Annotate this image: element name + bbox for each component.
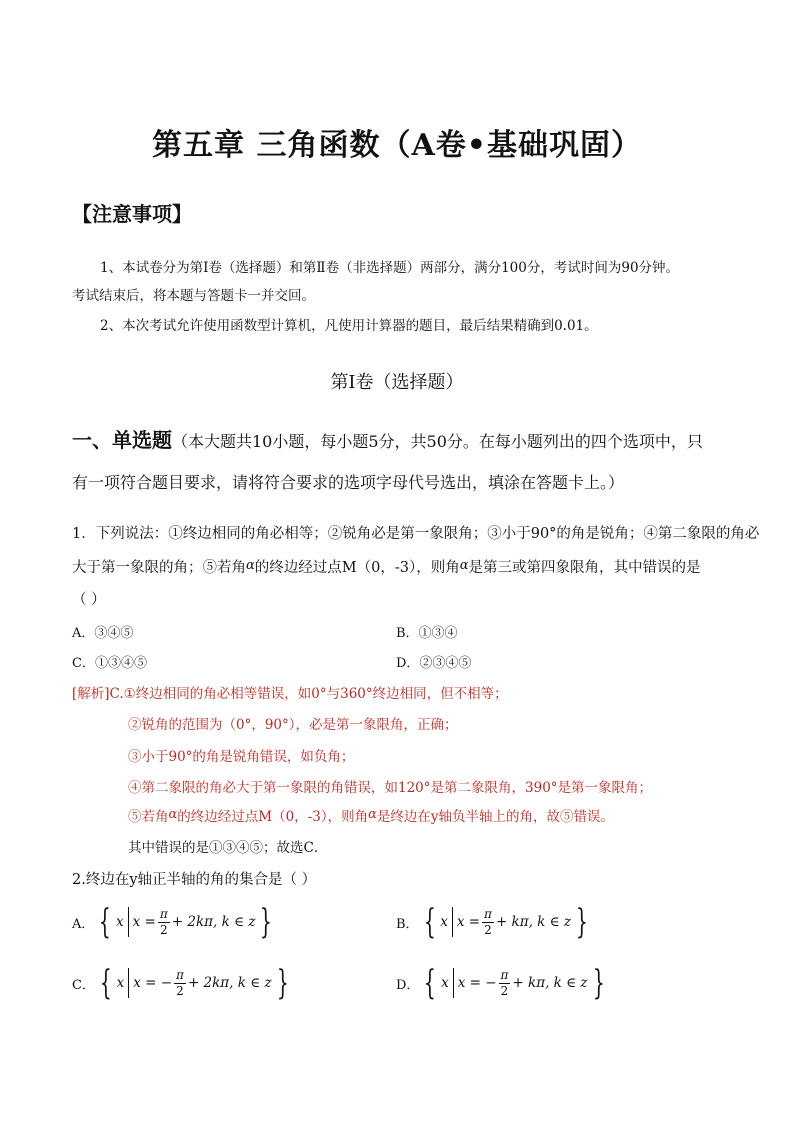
- math-tail: + kπ, k ∈ z: [512, 975, 588, 991]
- q1-answer-blank: （ ）: [72, 592, 106, 608]
- math-tail: + 2kπ, k ∈ z: [187, 975, 272, 991]
- q1-analysis-line3: ③小于90°的角是锐角错误，如负角；: [128, 749, 355, 765]
- q1-analysis-line5-c: 是终边在y轴负半轴上的角，故⑤错误。: [376, 809, 615, 825]
- notice-heading: 【注意事项】: [72, 202, 192, 226]
- math-eq: x = −: [133, 975, 173, 991]
- frac-num: π: [484, 906, 492, 921]
- q2-option-c-label: C．: [72, 977, 95, 993]
- q1-line1: 1．下列说法：①终边相同的角必相等；②锐角必是第一象限角；③小于90°的角是锐角；④第二象限的角必: [72, 526, 760, 542]
- frac-num: π: [176, 967, 184, 982]
- q1-option-b[interactable]: B．①③④: [396, 626, 458, 641]
- q2-stem: 2.终边在y轴正半轴的角的集合是（ ）: [72, 872, 317, 888]
- q2-option-b-formula: { x x = $\frac{\pi}{2}$ + kπ, k ∈ z }: [423, 902, 588, 942]
- alpha-symbol: α: [368, 807, 377, 822]
- notice-item-1: 1、本试卷分为第Ⅰ卷（选择题）和第Ⅱ卷（非选择题）两部分，满分100分，考试时间为90分钟。: [100, 260, 680, 276]
- q1-line2-b: 的终边经过点M（0，-3），则角: [254, 560, 460, 576]
- math-var: x: [440, 914, 448, 930]
- frac-num: π: [159, 906, 168, 921]
- math-tail: + 2kπ, k ∈ z: [171, 914, 256, 930]
- frac-den: 2: [484, 922, 492, 937]
- part1-desc-line1: （本大题共10小题，每小题5分，共50分。在每小题列出的四个选项中，只: [172, 432, 703, 451]
- q2-option-a-label: A．: [72, 916, 95, 932]
- q2-option-d-label: D．: [396, 977, 420, 993]
- math-var: x: [116, 975, 125, 991]
- q1-option-a[interactable]: A．③④⑤: [72, 626, 134, 641]
- frac-den: 2: [500, 983, 509, 998]
- frac-num: π: [500, 967, 509, 982]
- q2-option-a[interactable]: [72, 902, 277, 942]
- q1-line2-a: 大于第一象限的角；⑤若角: [72, 560, 246, 576]
- q1-analysis-line6: 其中错误的是①③④⑤；故选C．: [128, 840, 328, 856]
- q2-option-d-formula: { x x = − $\frac{\pi}{2}$ + kπ, k ∈ z }: [424, 963, 605, 1003]
- q1-analysis-line4: ④第二象限的角必大于第一象限的角错误，如120°是第二象限角，390°是第一象限角；: [128, 780, 653, 796]
- q1-analysis-line5-a: ⑤若角: [128, 809, 169, 825]
- part1-desc-line2: 有一项符合题目要求，请将符合要求的选项字母代号选出，填涂在答题卡上。）: [72, 473, 625, 492]
- alpha-symbol: α: [246, 558, 255, 573]
- math-eq: x =: [132, 914, 156, 930]
- q1-analysis-line5-b: 的终边经过点M（0，-3），则角: [177, 809, 369, 825]
- math-eq: x = −: [457, 975, 497, 991]
- q2-option-b[interactable]: [396, 902, 593, 942]
- frac-den: 2: [176, 983, 184, 998]
- q2-option-c-formula: { x x = − $\frac{\pi}{2}$ + 2kπ, k ∈ z }: [99, 963, 289, 1003]
- page-title: 第五章 三角函数（A卷•基础巩固）: [152, 128, 642, 163]
- q1-analysis-line5: [128, 805, 614, 825]
- q1-option-d[interactable]: D．②③④⑤: [396, 656, 472, 671]
- frac-den: 2: [160, 922, 168, 937]
- math-var: x: [441, 975, 449, 991]
- q2-option-b-label: B．: [396, 916, 419, 932]
- math-tail: + kπ, k ∈ z: [495, 914, 572, 930]
- q1-line2: [72, 556, 701, 577]
- alpha-symbol: α: [168, 807, 178, 822]
- notice-item-1-cont: 考试结束后，将本题与答题卡一并交回。: [72, 288, 315, 304]
- q2-option-d[interactable]: [396, 963, 609, 1003]
- q1-line2-c: 是第三或第四象限角，其中错误的是: [468, 560, 701, 576]
- math-eq: x =: [456, 914, 481, 930]
- q2-option-a-formula: { x x = $\frac{\pi}{2}$ + 2kπ, k ∈ z }: [99, 902, 273, 942]
- q1-analysis-line2: ②锐角的范围为（0°，90°），必是第一象限角，正确；: [128, 717, 458, 733]
- math-var: x: [116, 914, 124, 930]
- q1-option-c[interactable]: C．①③④⑤: [72, 656, 147, 671]
- q1-analysis-line1: [解析]C.①终边相同的角必相等错误，如0°与360°终边相同，但不相等；: [72, 686, 508, 702]
- q2-option-c[interactable]: [72, 963, 293, 1003]
- part1-heading: [72, 424, 703, 453]
- alpha-symbol: α: [459, 558, 469, 573]
- part1-heading-text: 一、单选题: [72, 428, 172, 452]
- section-title: 第Ⅰ卷（选择题）: [330, 372, 464, 393]
- notice-item-2: 2、本次考试允许使用函数型计算机，凡使用计算器的题目，最后结果精确到0.01。: [100, 318, 598, 334]
